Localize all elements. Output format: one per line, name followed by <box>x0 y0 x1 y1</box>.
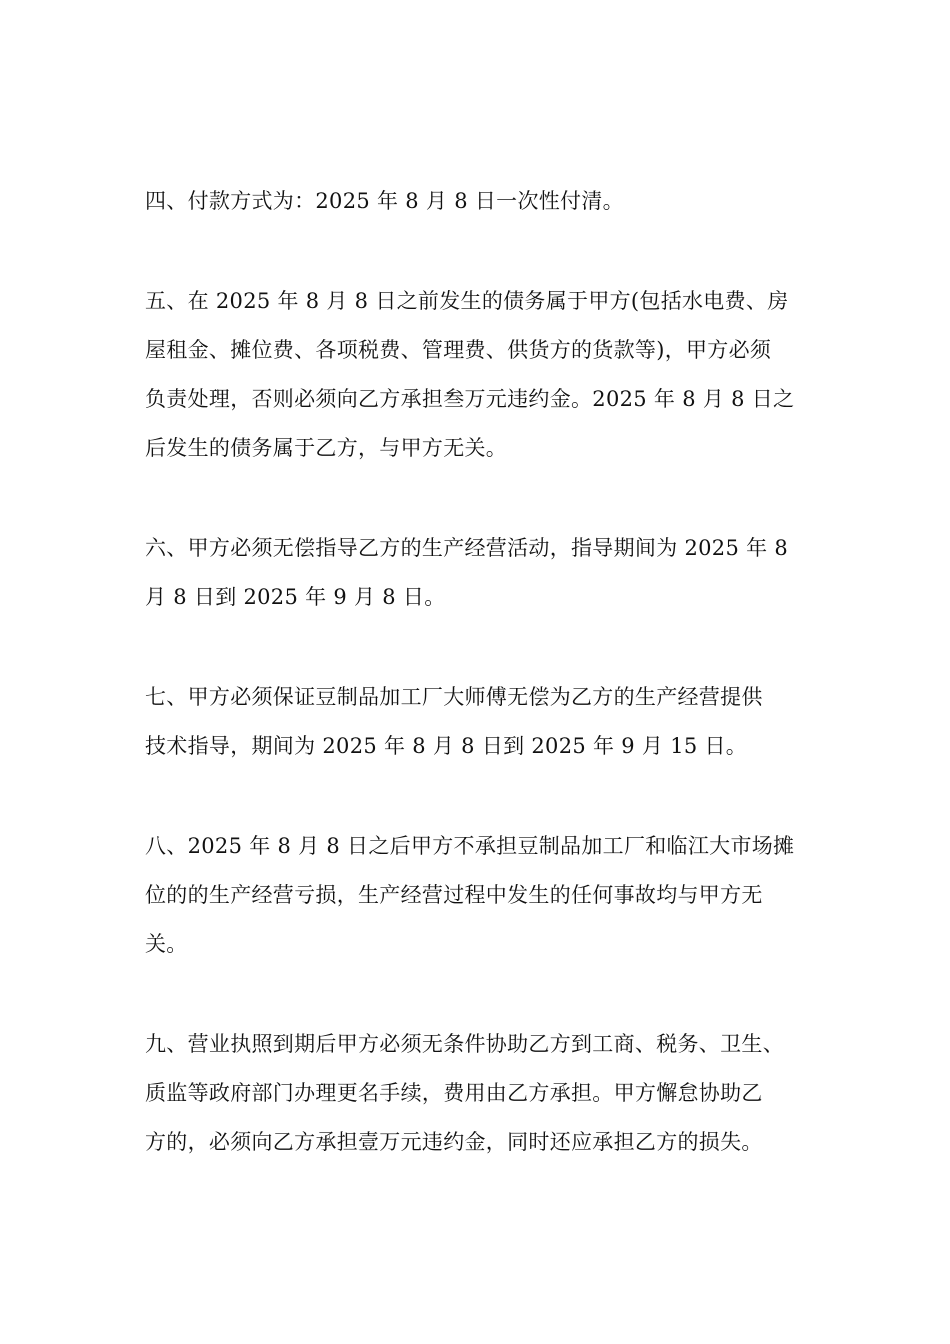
clause-7-paragraph <box>145 673 825 771</box>
clause-5-line-2: 屋租金、摊位费、各项税费、管理费、供货方的货款等)，甲方必须 <box>145 338 772 362</box>
clause-6-line-2: 月 8 日到 2025 年 9 月 8 日。 <box>145 585 446 609</box>
clause-4-paragraph <box>145 177 825 226</box>
clause-9-line-1: 九、营业执照到期后甲方必须无条件协助乙方到工商、税务、卫生、 <box>145 1032 784 1056</box>
clause-8-paragraph <box>145 822 825 969</box>
clause-9-paragraph <box>145 1020 825 1167</box>
clause-8-line-2: 位的的生产经营亏损，生产经营过程中发生的任何事故均与甲方无 <box>145 883 763 907</box>
clause-8-line-3: 关。 <box>145 932 188 956</box>
clause-8-line-1: 八、2025 年 8 月 8 日之后甲方不承担豆制品加工厂和临江大市场摊 <box>145 834 795 858</box>
clause-9-line-3: 方的，必须向乙方承担壹万元违约金，同时还应承担乙方的损失。 <box>145 1130 763 1154</box>
clause-7-line-2: 技术指导，期间为 2025 年 8 月 8 日到 2025 年 9 月 15 日。 <box>145 734 748 758</box>
clause-5-line-1: 五、在 2025 年 8 月 8 日之前发生的债务属于甲方(包括水电费、房 <box>145 289 789 313</box>
clause-6-line-1: 六、甲方必须无偿指导乙方的生产经营活动，指导期间为 2025 年 8 <box>145 536 789 560</box>
clause-7-line-1: 七、甲方必须保证豆制品加工厂大师傅无偿为乙方的生产经营提供 <box>145 685 763 709</box>
clause-5-paragraph <box>145 277 825 473</box>
clause-5-line-3: 负责处理，否则必须向乙方承担叁万元违约金。2025 年 8 月 8 日之 <box>145 387 795 411</box>
clause-9-line-2: 质监等政府部门办理更名手续，费用由乙方承担。甲方懈怠协助乙 <box>145 1081 763 1105</box>
clause-5-line-4: 后发生的债务属于乙方，与甲方无关。 <box>145 436 508 460</box>
clause-6-paragraph <box>145 524 825 622</box>
clause-4-line-1: 四、付款方式为：2025 年 8 月 8 日一次性付清。 <box>145 189 624 213</box>
